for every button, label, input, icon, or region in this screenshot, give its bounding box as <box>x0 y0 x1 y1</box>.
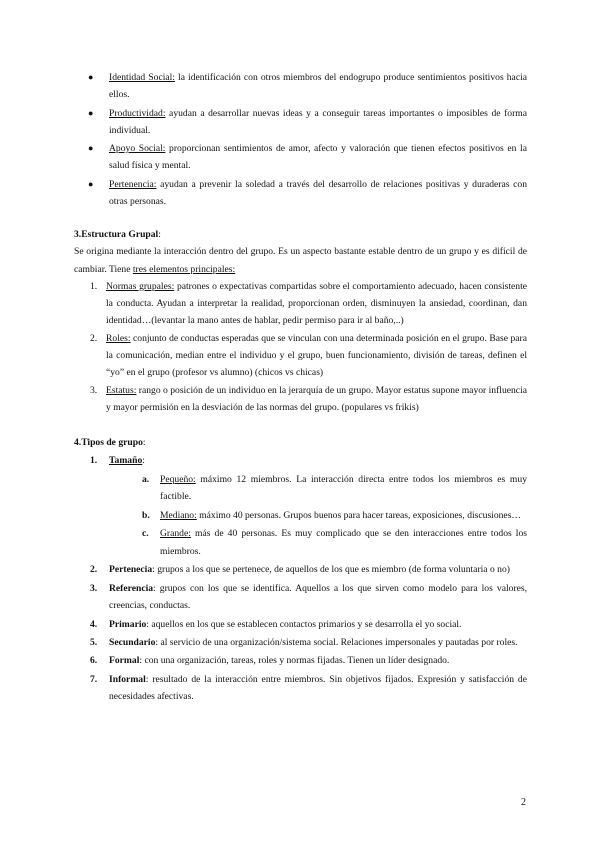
item-text: patrones o expectativas compartidas sobre el comportamiento adecuado, hacen consistente la conducta. Ayudan a interpretar la realidad, proporcionan orden, disminuyen la ansiedad, coordinan, dan identidad…(levantar la mano antes de hablar, pedir permiso para ir al baño,..) <box>106 280 527 327</box>
item-term: Informal <box>109 673 146 685</box>
list-item: 2. Roles: conjunto de conductas esperadas que se vinculan con una determinada posición en el grupo. Base para la comunicación, median entre el individuo y el grupo, buen funcionamiento, división de tareas, definen el “yo” en el grupo (profesor vs alumno) (chicos vs chicas) <box>90 332 527 379</box>
bullet-item <box>86 140 527 175</box>
item-text: : resultado de la interacción entre miembros. Sin objetivos fijados. Expresión y satisfacción de necesidades afectivas. <box>109 673 527 703</box>
sublist-item: a. Pequeño: máximo 12 miembros. La interacción directa entre todos los miembros es muy factible. <box>142 473 527 502</box>
bullet-term: Apoyo Social: <box>109 143 166 155</box>
item-term: Tamaño <box>109 455 143 467</box>
item-text: más de 40 personas. Es muy complicado que se den interacciones entre todos los miembros. <box>160 528 527 557</box>
bullet-term: Identidad Social: <box>109 72 175 83</box>
page-number: 2 <box>521 797 526 808</box>
tipos-section <box>74 434 527 707</box>
bullet-item <box>86 105 527 140</box>
list-item: 1. Normas grupales: patrones o expectativas compartidas sobre el comportamiento adecuado, hacen consistente la conducta. Ayudan a interpretar la realidad, proporcionan orden, disminuyen la ansiedad, coordinan, dan identidad…(levantar la mano antes de hablar, pedir permiso para ir al baño,..) <box>90 280 527 327</box>
bullet-item <box>86 69 527 104</box>
bullet-icon: ● <box>88 72 94 82</box>
bullet-text: ayudan a prevenir la soledad a través del desarrollo de relaciones positivas y duraderas con otras personas. <box>109 178 527 208</box>
bullet-item <box>86 176 527 211</box>
bullet-term: Productividad: <box>109 107 166 119</box>
list-item: 3. Estatus: rango o posición de un individuo en la jerarquía de un grupo. Mayor estatus supone mayor influencia y mayor permisión en la desviación de las normas del grupo. (populares vs frikis) <box>90 384 527 413</box>
item-term: Referencia <box>109 582 154 594</box>
item-term: Pequeño: <box>160 473 196 485</box>
list-item: 7. Informal: resultado de la interacción entre miembros. Sin objetivos fijados. Expresión y satisfacción de necesidades afectivas. <box>90 673 527 703</box>
list-item: 6. Formal: con una organización, tareas, roles y normas fijadas. Tienen un líder designado. <box>90 655 450 667</box>
section-heading: 4.Tipos de grupo: <box>74 437 146 448</box>
item-term: Formal <box>109 655 140 667</box>
estructura-section <box>74 226 527 416</box>
list-item: 2. Pertenecia: grupos a los que se pertenece, de aquellos de los que es miembro (de forma voluntaria o no) <box>90 564 510 576</box>
benefits-bullet-list <box>86 69 527 211</box>
item-text: rango o posición de un individuo en la jerarquía de un grupo. Mayor estatus supone mayor influencia y mayor permisión en la desviación de las normas del grupo. (populares vs frikis) <box>106 384 527 413</box>
bullet-text: proporcionan sentimientos de amor, afecto y valoración que tienen efectos positivos en la salud física y mental. <box>109 143 527 172</box>
tamano-sublist <box>109 471 527 560</box>
item-term: Secundario <box>109 637 156 648</box>
item-term: Roles: <box>106 332 131 344</box>
bullet-icon: ● <box>88 143 94 154</box>
list-item: 3. Referencia: grupos con los que se identifica. Aquellos a los que sirven como modelo para los valores, creencias, conductas. <box>90 582 527 612</box>
item-term: Estatus: <box>106 384 137 396</box>
item-text: : con una organización, tareas, roles y normas fijadas. Tienen un líder designado. <box>139 655 450 667</box>
item-term: Grande: <box>160 528 191 540</box>
item-text: conjunto de conductas esperadas que se vinculan con una determinada posición en el grupo. Base para la comunicación, median entre el individuo y el grupo, buen funcionamiento, división de tareas, definen el “yo” en el grupo (profesor vs alumno) (chicos vs chicas) <box>106 332 527 379</box>
sublist-item: c. Grande: más de 40 personas. Es muy complicado que se den interacciones entre todos los miembros. <box>142 528 527 557</box>
bullet-term: Pertenencia: <box>109 178 157 190</box>
item-text: : aquellos en los que se establecen contactos primarios y se desarrolla el yo social. <box>146 618 462 630</box>
bullet-icon: ● <box>88 178 94 189</box>
estructura-list <box>74 278 527 416</box>
item-text: : grupos a los que se pertenece, de aquellos de los que es miembro (de forma voluntaria o no) <box>152 564 510 576</box>
section-intro: Se origina mediante la interacción dentro del grupo. Es un aspecto bastante estable dentro de un grupo y es difícil de cambiar. Tiene tres elementos principales: <box>74 246 527 275</box>
item-term: Primario <box>109 618 147 630</box>
item-text: : grupos con los que se identifica. Aquellos a los que sirven como modelo para los valores, creencias, conductas. <box>109 582 527 612</box>
item-text: máximo 40 personas. Grupos buenos para hacer tareas, exposiciones, discusiones… <box>196 509 522 521</box>
item-term: Mediano: <box>160 509 197 521</box>
list-item: 5. Secundario: al servicio de una organización/sistema social. Relaciones impersonales y pautadas por roles. <box>90 637 518 648</box>
item-text: máximo 12 miembros. La interacción directa entre todos los miembros es muy factible. <box>160 473 527 502</box>
list-item: 4. Primario: aquellos en los que se establecen contactos primarios y se desarrolla el yo social. <box>90 618 462 630</box>
bullet-icon: ● <box>88 107 94 118</box>
intro-underlined: tres elementos principales: <box>132 263 236 275</box>
sublist-item: b. Mediano: máximo 40 personas. Grupos buenos para hacer tareas, exposiciones, discusiones… <box>142 509 522 521</box>
list-item-tamano: 1. Tamaño: a. Pequeño: máximo 12 miembros. La interacción directa entre todos los miembros es muy factible. b. Mediano: máximo 40 personas. Grupos buenos para hacer tareas, exposiciones, discusiones… c. Grande: más de 40 personas. Es muy complicado que se den interacciones entre todos los miembros. <box>74 452 527 560</box>
bullet-text: ayudan a desarrollar nuevas ideas y a conseguir tareas importantes o imposibles de forma individual. <box>109 107 527 136</box>
bullet-text: la identificación con otros miembros del endogrupo produce sentimientos positivos hacia ellos. <box>109 72 527 101</box>
item-text: : al servicio de una organización/sistema social. Relaciones impersonales y pautadas por roles. <box>155 637 518 648</box>
section-heading: 3.Estructura Grupal: <box>74 229 161 240</box>
item-term: Normas grupales: <box>106 280 175 292</box>
item-term: Pertenecia <box>109 564 153 576</box>
